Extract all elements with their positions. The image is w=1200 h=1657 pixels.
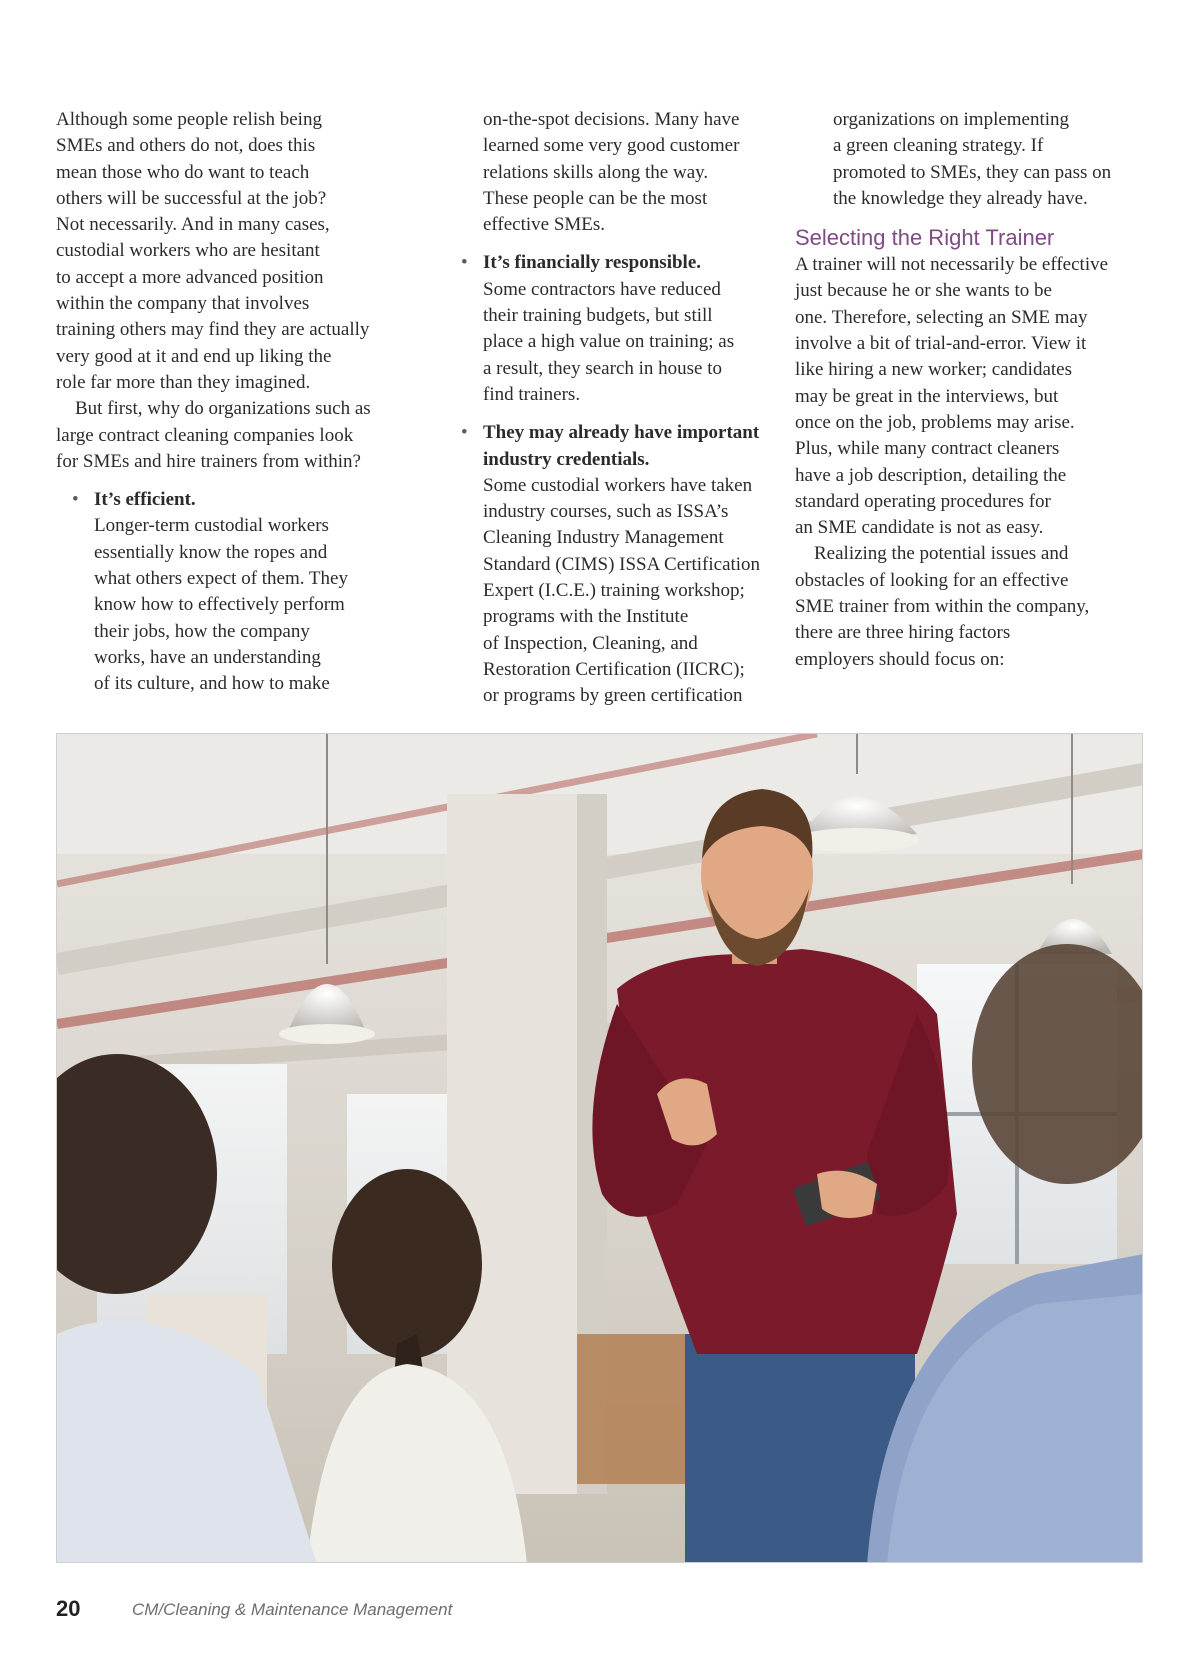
bullet-credentials-body: Some custodial workers have taken industry courses, such as ISSA’s Cleaning Industry Management Standard (CIMS) ISSA Certification Expert (I.C.E.) training workshop; programs with the Institute of Inspection, Cleaning, and Restoration Certification (IICRC); or programs by green certification [483, 474, 761, 707]
col1-paragraph-1: Although some people relish being SMEs and others do not, does this mean those who do want to teach others will be successful at the job? Not necessarily. And in many cases, custodial workers who are hesitant to accept a more advanced position within the company that involves training others may find they are actually very good at it and end up liking the role far more than they imagined. [56, 109, 370, 393]
trainer-presentation-illustration [57, 734, 1143, 1563]
col3-paragraph-1: A trainer will not necessarily be effective just because he or she wants to be one. Therefore, selecting an SME may involve a bit of trial-and-error. View it like hiring a new worker; candidates may be great in the interviews, but once on the job, problems may arise. Plus, while many contract cleaners have a job description, detailing the standard operating procedures for an SME candidate is not as easy. [795, 254, 1109, 539]
bullet-credentials-title: They may already have important industry credentials. [483, 422, 760, 470]
section-heading: Selecting the Right Trainer [795, 225, 1055, 251]
publication-name: CM/Cleaning & Maintenance Management [132, 1600, 453, 1619]
bullet-financial-title: It’s financially responsible. [483, 252, 701, 274]
bullet-financially-responsible [445, 250, 785, 408]
bullet-credentials [445, 420, 785, 709]
bullet-dot: • [461, 422, 468, 444]
column-2 [445, 107, 785, 710]
bullet-dot: • [461, 252, 468, 274]
bullet-efficient [56, 487, 401, 697]
col3-continuation: organizations on implementing a green cleaning strategy. If promoted to SMEs, they can pass on the knowledge they already have. [833, 109, 1112, 209]
bullet-dot: • [72, 489, 79, 511]
col2-continuation: on-the-spot decisions. Many have learned some very good customer relations skills along the way. These people can be the most effective SMEs. [483, 109, 740, 236]
bullet-efficient-body: Longer-term custodial workers essentially know the ropes and what others expect of them. They know how to effectively perform their jobs, how the company works, have an understanding of its culture, and how to make [94, 515, 348, 695]
page-number: 20 [56, 1596, 81, 1621]
bullet-efficient-title: It’s efficient. [94, 489, 196, 511]
bullet-financial-body: Some contractors have reduced their training budgets, but still place a high value on training; as a result, they search in house to find trainers. [483, 278, 735, 405]
column-3 [795, 107, 1145, 673]
col1-paragraph-2: But first, why do organizations such as large contract cleaning companies look for SMEs and hire trainers from within? [56, 398, 371, 472]
column-1 [56, 107, 401, 698]
col3-paragraph-2: Realizing the potential issues and obstacles of looking for an effective SME trainer from within the company, there are three hiring factors employers should focus on: [795, 543, 1090, 670]
article-photo [56, 733, 1143, 1563]
